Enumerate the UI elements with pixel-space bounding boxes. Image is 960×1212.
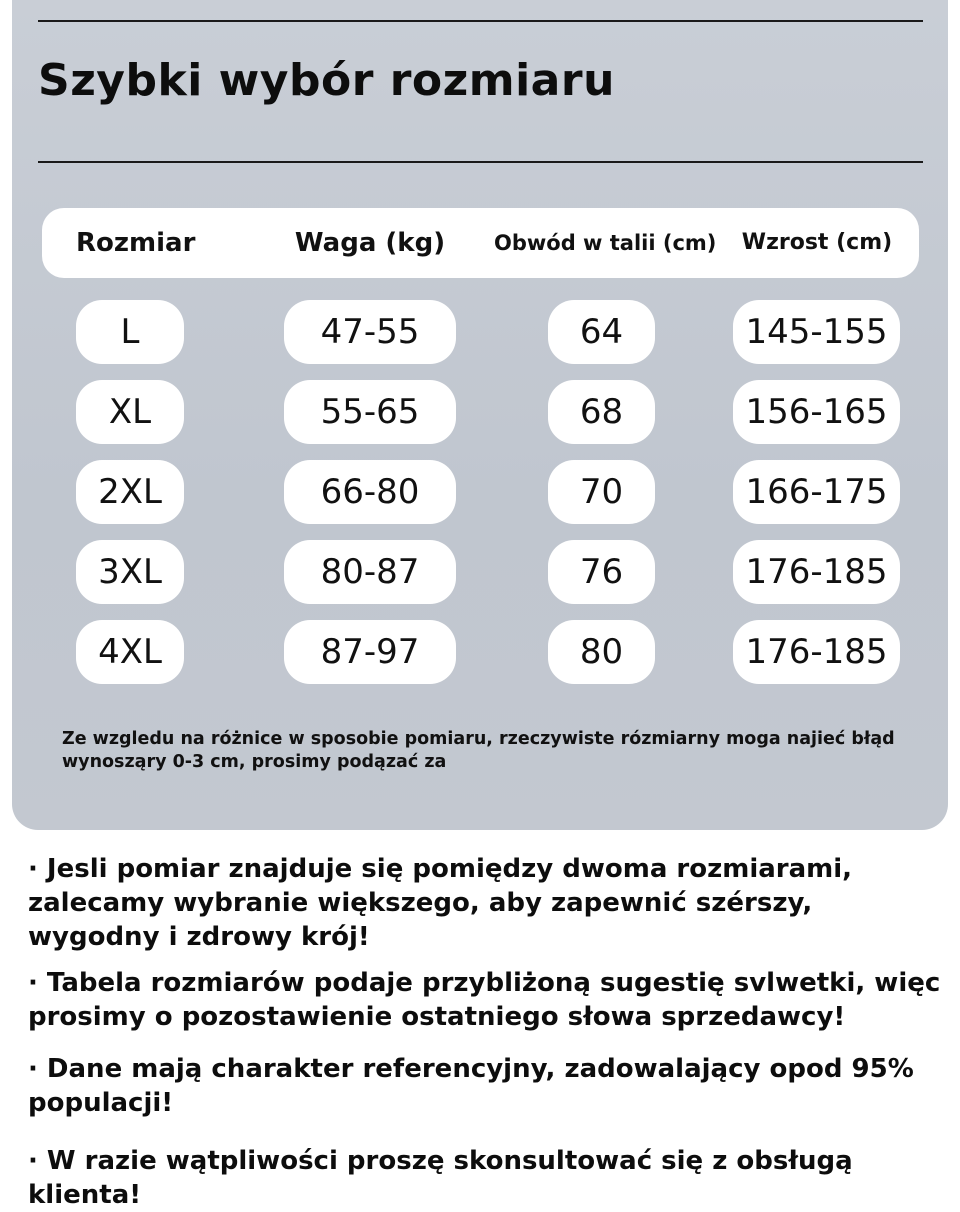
waist-cell: 70 <box>548 460 655 524</box>
page-title: Szybki wybór rozmiaru <box>38 55 615 106</box>
waist-cell: 64 <box>548 300 655 364</box>
height-cell: 176-185 <box>733 540 900 604</box>
size-cell: L <box>76 300 184 364</box>
weight-cell: 47-55 <box>284 300 456 364</box>
header-height: Wzrost (cm) <box>741 230 893 255</box>
tip-item: · W razie wątpliwości proszę skonsultować się z obsługą klienta! <box>28 1146 853 1210</box>
waist-cell: 80 <box>548 620 655 684</box>
size-cell: 4XL <box>76 620 184 684</box>
weight-cell: 66-80 <box>284 460 456 524</box>
table-header <box>42 208 919 278</box>
header-weight: Waga (kg) <box>294 228 446 258</box>
measurement-note: Ze wzgledu na różnice w sposobie pomiaru, rzeczywiste rózmiarny moga najieć błąd wynosząry 0-3 cm, prosimy podązać za <box>62 729 895 772</box>
weight-cell: 87-97 <box>284 620 456 684</box>
header-waist: Obwód w talii (cm) <box>494 231 717 255</box>
top-divider <box>38 20 923 22</box>
size-cell: 2XL <box>76 460 184 524</box>
height-cell: 145-155 <box>733 300 900 364</box>
height-cell: 156-165 <box>733 380 900 444</box>
waist-cell: 76 <box>548 540 655 604</box>
tip-item: · Tabela rozmiarów podaje przybliżoną sugestię svlwetki, więc prosimy o pozostawienie ostatniego słowa sprzedawcy! <box>28 968 941 1032</box>
height-cell: 166-175 <box>733 460 900 524</box>
title-divider <box>38 161 923 163</box>
weight-cell: 55-65 <box>284 380 456 444</box>
waist-cell: 68 <box>548 380 655 444</box>
header-size: Rozmiar <box>76 228 196 258</box>
height-cell: 176-185 <box>733 620 900 684</box>
tip-item: · Jesli pomiar znajduje się pomiędzy dwoma rozmiarami, zalecamy wybranie większego, aby zapewnić szérszy, wygodny i zdrowy krój! <box>28 854 853 952</box>
weight-cell: 80-87 <box>284 540 456 604</box>
size-cell: XL <box>76 380 184 444</box>
size-cell: 3XL <box>76 540 184 604</box>
tip-item: · Dane mają charakter referencyjny, zadowalający opod 95% populacji! <box>28 1054 914 1118</box>
